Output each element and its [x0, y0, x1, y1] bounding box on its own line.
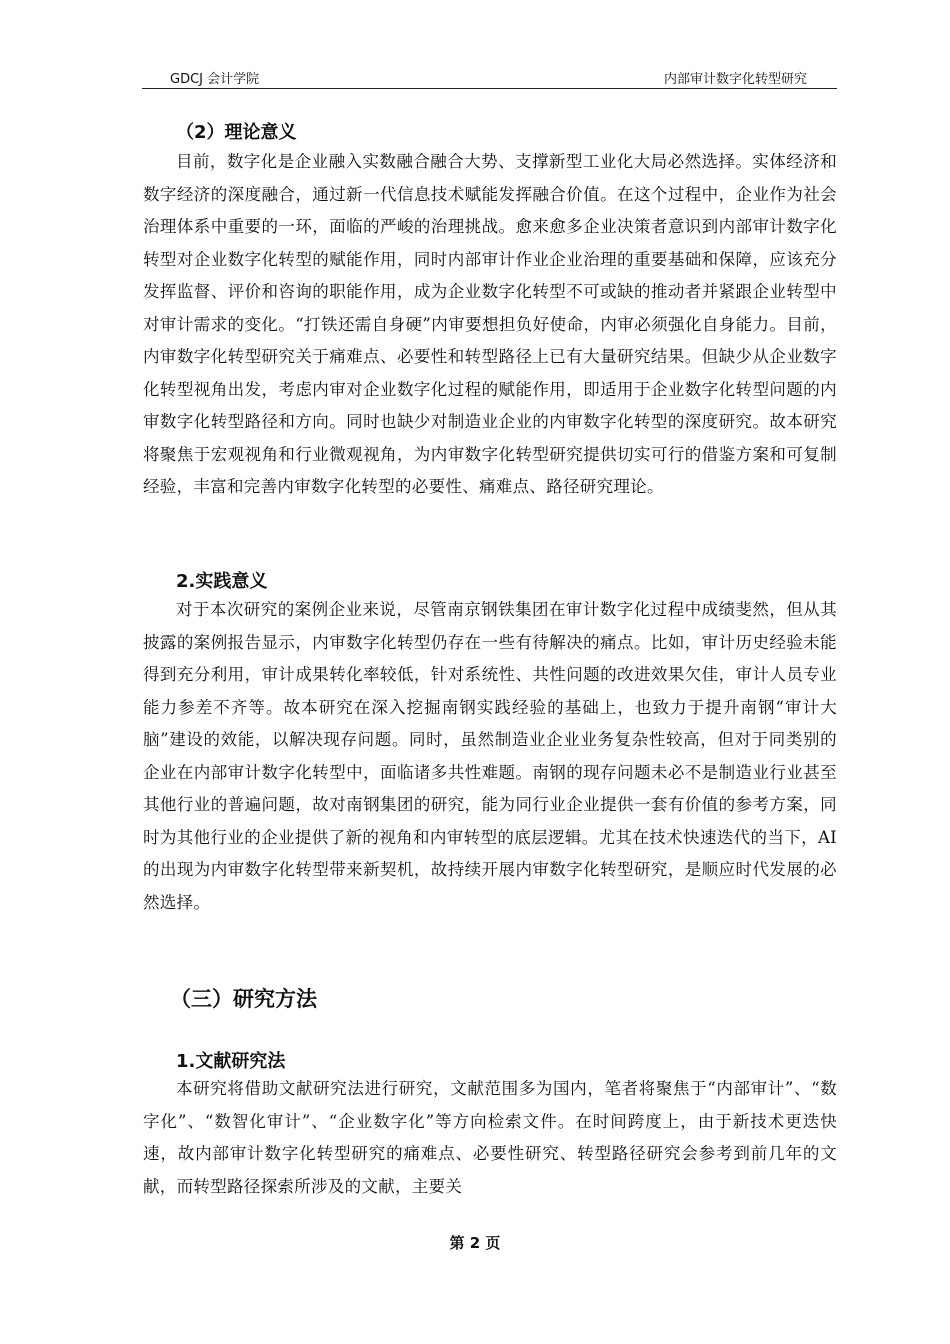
literature-heading: 1.文献研究法 — [176, 1051, 286, 1072]
literature-paragraph: 本研究将借助文献研究法进行研究，文献范围多为国内，笔者将聚焦于“内部审计”、“数字化”、“数智化审计”、“企业数字化”等方向检索文件。在时间跨度上，由于新技术更迭快速，故内部审计数字化转型研究的痛难点、必要性研究、转型路径研究会参考到前几年的文献，而转型路径探索所涉及的文献，主要关 — [143, 1079, 837, 1196]
header-title: 内部审计数字化转型研究 — [663, 72, 807, 87]
practice-paragraph: 对于本次研究的案例企业来说，尽管南京钢铁集团在审计数字化过程中成绩斐然，但从其披露的案例报告显示，内审数字化转型仍存在一些有待解决的痛点。比如，审计历史经验未能得到充分利用，审计成果转化率较低，针对系统性、共性问题的改进效果欠佳，审计人员专业能力参差不齐等。故本研究在深入挖掘南钢实践经验的基础上，也致力于提升南钢“审计大脑”建设的效能，以解决现存问题。同时，虽然制造业企业业务复杂性较高，但对于同类别的企业在内部审计数字化转型中，面临诸多共性难题。南钢的现存问题未必不是制造业行业甚至其他行业的普遍问题，故对南钢集团的研究，能为同行业企业提供一套有价值的参考方案，同时为其他行业的企业提供了新的视角和内审转型的底层逻辑。尤其在技术快速迭代的当下，AI的出现为内审数字化转型带来新契机，故持续开展内审数字化转型研究，是顺应时代发展的必然选择。 — [143, 600, 837, 912]
page-number: 第 2 页 — [449, 1234, 501, 1252]
header-institution: GDCJ 会计学院 — [170, 72, 260, 87]
theory-heading: （2）理论意义 — [176, 122, 297, 143]
practice-heading: 2.实践意义 — [176, 571, 268, 592]
page-header — [142, 66, 837, 89]
methods-heading: （三）研究方法 — [170, 987, 317, 1011]
theory-paragraph: 目前，数字化是企业融入实数融合融合大势、支撑新型工业化大局必然选择。实体经济和数字经济的深度融合，通过新一代信息技术赋能发挥融合价值。在这个过程中，企业作为社会治理体系中重要的一环，面临的严峻的治理挑战。愈来愈多企业决策者意识到内部审计数字化转型对企业数字化转型的赋能作用，同时内部审计作业企业治理的重要基础和保障，应该充分发挥监督、评价和咨询的职能作用，成为企业数字化转型不可或缺的推动者并紧跟企业转型中对审计需求的变化。“打铁还需自身硬”内审要想担负好使命，内审必须强化自身能力。目前，内审数字化转型研究关于痛难点、必要性和转型路径上已有大量研究结果。但缺少从企业数字化转型视角出发，考虑内审对企业数字化过程的赋能作用，即适用于企业数字化转型问题的内审数字化转型路径和方向。同时也缺少对制造业企业的内审数字化转型的深度研究。故本研究将聚焦于宏观视角和行业微观视角，为内审数字化转型研究提供切实可行的借鉴方案和可复制经验，丰富和完善内审数字化转型的必要性、痛难点、路径研究理论。 — [143, 152, 837, 496]
